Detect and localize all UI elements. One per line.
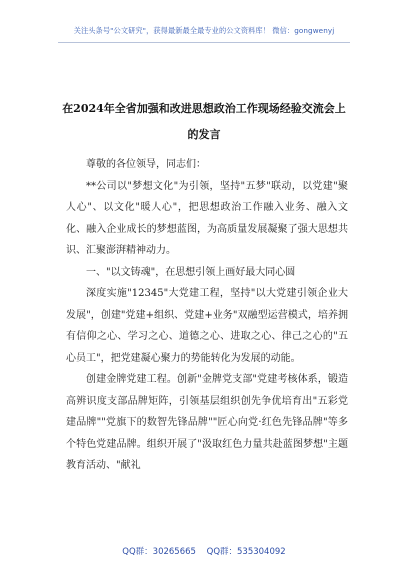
document-title-line-2: 的发言 xyxy=(187,128,221,141)
header-banner: 关注头条号"公文研究"，获得最新最全最专业的公文资料库！ 微信：gongwenyj xyxy=(73,26,335,35)
document-title-line-1: 在2024年全省加强和改进思想政治工作现场经验交流会上 xyxy=(62,102,346,115)
header-divider xyxy=(58,42,350,43)
document-body xyxy=(66,154,348,477)
salutation: 尊敬的各位领导，同志们： xyxy=(86,159,206,170)
footer-qq-group-2: QQ群：535304092 xyxy=(206,547,286,557)
section-heading-1: 一、"以文铸魂"，在思想引领上画好最大同心圆 xyxy=(86,266,296,278)
footer xyxy=(0,545,408,557)
footer-qq-group-1: QQ群：30265665 xyxy=(122,547,196,557)
body-paragraph-1: **公司以"梦想文化"为引领，坚持"五梦"联动，以党建"聚人心"、以文化"暖人心"，把思想政治工作融入业务、融入文化、融入企业成长的梦想蓝图，为高质量发展凝聚了强大思想共识、汇聚澎湃精神动力。 xyxy=(66,180,348,256)
body-paragraph-2: 深度实施"12345"大党建工程，坚持"以大党建引领企业大发展"，创建"党建+组织、党建+业务"双融型运营模式，培养拥有信仰之心、学习之心、道德之心、进取之心、律己之心的"五心员工"，把党建凝心聚力的势能转化为发展的动能。 xyxy=(66,288,348,364)
body-paragraph-3: 创建金牌党建工程。创新"金牌党支部"党建考核体系，锻造高辨识度支部品牌矩阵，引领基层组织创先争优培育出"五彩党建品牌""党旗下的数智先锋品牌""匠心向党·红色先锋品牌"等多个特色党建品牌。组织开展了"汲取红色力量共赴蓝图梦想"主题教育活动、"献礼 xyxy=(66,374,348,471)
